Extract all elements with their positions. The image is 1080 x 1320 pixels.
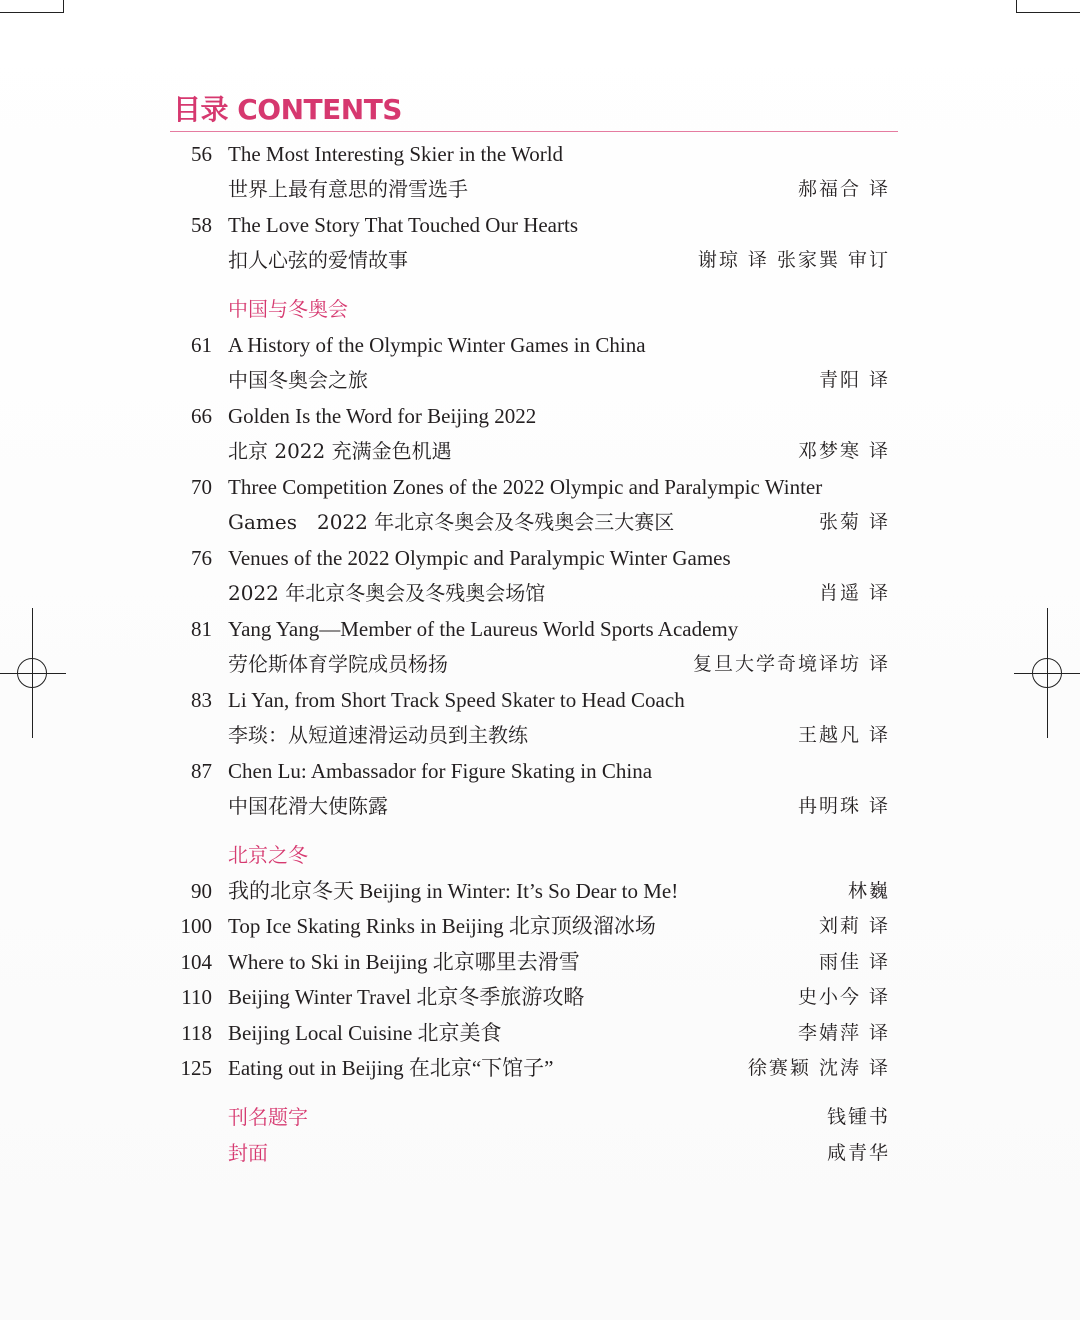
toc-entry[interactable] [0,1015,1080,1051]
toc-entry-line2 [0,504,1080,540]
page-number: 58 [191,213,212,237]
page-number: 61 [191,333,212,357]
entry-translator: 青阳 译 [818,369,890,391]
credit-row [0,1099,1080,1135]
entry-title-cn: 扣人心弦的爱情故事 [228,248,408,272]
section-heading-label: 北京之冬 [228,843,308,867]
page-number: 81 [191,617,212,641]
entry-title-en: Yang Yang—Member of the Laureus World Sports Academy [228,617,739,641]
entry-title-cn: 中国花滑大使陈露 [228,794,388,818]
entry-title-en: A History of the Olympic Winter Games in China [228,333,646,357]
credit-value: 咸青华 [826,1142,890,1164]
entry-title-en: Chen Lu: Ambassador for Figure Skating in China [228,759,653,783]
entry-title-en: Li Yan, from Short Track Speed Skater to Head Coach [228,688,685,712]
entry-translator: 雨佳 译 [818,951,890,973]
page-number: 100 [180,914,212,938]
page-number: 70 [191,475,212,499]
page-number: 83 [191,688,212,712]
toc-entry-line2 [0,171,1080,207]
entry-title: 我的北京冬天 Beijing in Winter: It’s So Dear to Me! [228,879,679,903]
entry-translator: 谢琼 译 张家巽 审订 [697,249,890,271]
entry-title: Beijing Local Cuisine 北京美食 [228,1021,502,1045]
crop-mark-top-right [1016,0,1017,12]
entry-translator: 徐赛颖 沈涛 译 [747,1057,890,1079]
crop-mark-top-left [63,0,64,12]
entry-translator: 史小今 译 [797,986,890,1008]
credit-label: 刊名题字 [228,1105,308,1129]
page-number: 125 [180,1056,212,1080]
toc-entry[interactable] [0,207,1080,243]
entry-title-en: Three Competition Zones of the 2022 Olympic and Paralympic Winter [228,475,823,499]
entry-translator: 郝福合 译 [797,178,890,200]
entry-translator: 邓梦寒 译 [797,440,890,462]
entry-title-cn: 劳伦斯体育学院成员杨扬 [228,652,448,676]
page-number: 90 [191,879,212,903]
crop-mark-top-left [0,12,64,13]
toc-entry[interactable] [0,136,1080,172]
toc-entry-line2 [0,646,1080,682]
credit-label: 封面 [228,1141,268,1165]
entry-title-cn: Games 2022 年北京冬奥会及冬残奥会三大赛区 [228,510,675,534]
toc-entry[interactable] [0,469,1080,505]
entry-translator: 张菊 译 [818,511,890,533]
header-rule [170,131,898,132]
entry-title: Top Ice Skating Rinks in Beijing 北京顶级溜冰场 [228,914,656,938]
section-heading [0,291,1080,327]
page-number: 66 [191,404,212,428]
toc-entry-line2 [0,788,1080,824]
entry-title: Beijing Winter Travel 北京冬季旅游攻略 [228,985,585,1009]
page-number: 56 [191,142,212,166]
page-number: 104 [180,950,212,974]
entry-translator: 李婧萍 译 [797,1022,890,1044]
toc-entry[interactable] [0,398,1080,434]
entry-translator: 冉明珠 译 [797,795,890,817]
crop-mark-top-right [1016,12,1080,13]
toc-entry-line2 [0,433,1080,469]
entry-title-cn: 世界上最有意思的滑雪选手 [228,177,468,201]
toc-entry-line2 [0,575,1080,611]
page-number: 110 [181,985,212,1009]
entry-translator: 复旦大学奇境译坊 译 [692,653,890,675]
toc-entry-line2 [0,242,1080,278]
entry-title: Where to Ski in Beijing 北京哪里去滑雪 [228,950,580,974]
toc-entry[interactable] [0,1050,1080,1086]
toc-entry[interactable] [0,908,1080,944]
entry-title-cn: 中国冬奥会之旅 [228,368,368,392]
entry-title-cn: 李琰：从短道速滑运动员到主教练 [228,723,528,747]
entry-title: Eating out in Beijing 在北京“下馆子” [228,1056,554,1080]
toc-entry[interactable] [0,327,1080,363]
toc-entry[interactable] [0,682,1080,718]
page-number: 76 [191,546,212,570]
toc-entry[interactable] [0,979,1080,1015]
page-number: 87 [191,759,212,783]
entry-translator: 肖遥 译 [818,582,890,604]
section-heading-label: 中国与冬奥会 [228,297,348,321]
entry-title-en: Venues of the 2022 Olympic and Paralympic Winter Games [228,546,731,570]
page-title: 目录 CONTENTS [173,93,402,126]
entry-title-cn: 北京 2022 充满金色机遇 [228,439,452,463]
toc-entry[interactable] [0,611,1080,647]
toc-entry[interactable] [0,540,1080,576]
toc-entry[interactable] [0,753,1080,789]
entry-title-en: The Most Interesting Skier in the World [228,142,564,166]
toc-entry[interactable] [0,873,1080,909]
toc-entry-line2 [0,362,1080,398]
entry-translator: 王越凡 译 [797,724,890,746]
credit-value: 钱锺书 [826,1106,890,1128]
entry-author: 林巍 [847,880,890,902]
entry-title-en: Golden Is the Word for Beijing 2022 [228,404,537,428]
credit-row [0,1135,1080,1171]
entry-title-en: The Love Story That Touched Our Hearts [228,213,578,237]
section-heading [0,837,1080,873]
entry-title-cn: 2022 年北京冬奥会及冬残奥会场馆 [228,581,546,605]
page-number: 118 [181,1021,212,1045]
toc-entry-line2 [0,717,1080,753]
toc-entry[interactable] [0,944,1080,980]
entry-translator: 刘莉 译 [818,915,890,937]
